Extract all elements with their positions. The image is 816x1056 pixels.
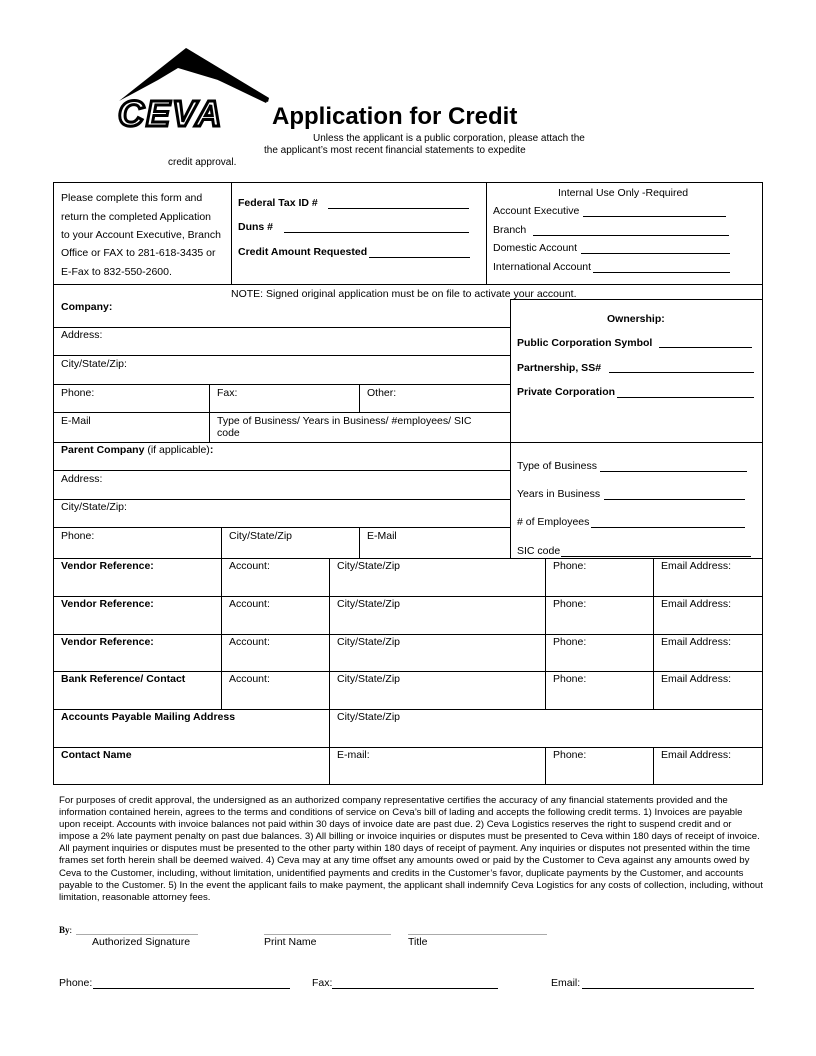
international-account-field[interactable] [593,272,730,273]
company-label: Company: [61,301,113,313]
credit-terms-text: For purposes of credit approval, the undersigned as an authorized company representative certifies the accuracy of any financial statements provided and the information contained herein, agrees to the terms and conditions of service on Ceva’s bill of lading and accepts the following credit terms. 1) Invoices are payable upon receipt. Accounts with invoice balances not paid within 30 days of invoice date are past due. 2) Ceva Logistics reserves the right to suspend credit and or impose a 2% late payment penalty on past due balances. 3) All billing or invoice inquiries or disputes must be presented to Ceva within 180 days of receipt of invoice. All payment inquiries or disputes must be presented to the other party within 180 days of receipt of payment. Any inquiries or disputes not presented within the time frames set forth herein shall be deemed waived. 4) Ceva may at any time offset any amounts owed or paid by the Customer to Ceva against any amounts owed by Ceva to the Customer, including, without limitation, unidentified payments and credits in the Customer’s favor, duplicate payments by the Customer, and accounts payable to the Customer. 5) In the event the applicant fails to make payment, the applicant shall indemnify Ceva Logistics for any costs of collection, including, without limitation, reasonable attorney fees. [59,795,763,903]
domestic-account-label: Domestic Account [493,242,578,254]
by-label [59,925,72,935]
phone-label: Phone: [61,387,95,399]
parent-company-qualifier: (if applicable) [144,444,210,456]
city-state-zip-label: City/State/Zip: [61,358,127,370]
vendor-reference-1-city: City/State/Zip [337,560,401,572]
vendor-reference-2-phone: Phone: [553,598,587,610]
subtitle-line-2: the applicant’s most recent financial statements to expedite [264,145,526,156]
partnership-label: Partnership, SS# [517,362,602,374]
by-text: By [59,925,70,935]
employees-field[interactable] [591,527,745,528]
footer-phone-field[interactable] [93,988,290,989]
vendor-reference-3-phone: Phone: [553,636,587,648]
page-title: Application for Credit [272,103,518,130]
contact-phone-label: Phone: [553,749,587,761]
bank-reference-phone: Phone: [553,673,587,685]
sic-code-field[interactable] [561,556,751,557]
parent-company-heading: Parent Company [61,444,145,456]
title-field[interactable] [408,934,547,935]
branch-label: Branch [493,224,527,236]
credit-amount-label: Credit Amount Requested [238,246,368,258]
private-corporation-label: Private Corporation [517,386,616,398]
print-name-field[interactable] [264,934,391,935]
bank-reference-email: Email Address: [661,673,732,685]
parent-phone-label: Phone: [61,530,95,542]
account-executive-label: Account Executive [493,205,580,217]
duns-field[interactable] [284,232,469,233]
bank-reference-city: City/State/Zip [337,673,401,685]
vendor-reference-1-email: Email Address: [661,560,732,572]
contact-email-label: E-mail: [337,749,370,761]
duns-label: Duns # [238,221,274,233]
public-corporation-label: Public Corporation Symbol [517,337,653,349]
vendor-reference-3-label: Vendor Reference: [61,636,154,648]
partnership-field[interactable] [609,372,754,373]
email-label: E-Mail [61,415,91,427]
parent-email-label: E-Mail [367,530,397,542]
instructions-line-1: Please complete this form and [61,192,203,204]
vendor-reference-2-account: Account: [229,598,270,610]
sic-code-label: SIC code [517,545,561,557]
ownership-heading: Ownership: [607,313,665,325]
vendor-reference-1-label: Vendor Reference: [61,560,154,572]
vendor-reference-3-email: Email Address: [661,636,732,648]
vendor-reference-2-label: Vendor Reference: [61,598,154,610]
footer-email-field[interactable] [582,988,754,989]
branch-field[interactable] [533,235,729,236]
parent-city-state-zip-label: City/State/Zip: [61,501,127,513]
years-in-business-label: Years in Business [517,488,601,500]
signature-field[interactable] [76,934,198,935]
accounts-payable-city: City/State/Zip [337,711,401,723]
bank-reference-label: Bank Reference/ Contact [61,673,186,685]
subtitle-line-1: Unless the applicant is a public corporation, please attach the [313,133,585,144]
domestic-account-field[interactable] [581,253,730,254]
fax-label: Fax: [217,387,238,399]
federal-tax-id-field[interactable] [328,208,469,209]
print-name-label: Print Name [264,936,317,948]
title-label: Title [408,936,428,948]
subtitle-line-3: credit approval. [168,157,237,168]
instructions-line-5: E-Fax to 832-550-2600. [61,266,172,278]
contact-email-address-label: Email Address: [661,749,732,761]
accounts-payable-label: Accounts Payable Mailing Address [61,711,236,723]
vendor-reference-3-account: Account: [229,636,270,648]
employees-label: # of Employees [517,516,590,528]
by-colon: : [69,925,73,935]
footer-fax-field[interactable] [332,988,498,989]
internal-use-heading: Internal Use Only -Required [558,187,689,199]
vendor-reference-2-city: City/State/Zip [337,598,401,610]
type-of-business-field[interactable] [600,471,747,472]
bank-reference-account: Account: [229,673,270,685]
account-executive-field[interactable] [583,216,726,217]
international-account-label: International Account [493,261,592,273]
private-corporation-field[interactable] [617,397,754,398]
parent-city-state-zip-2-label: City/State/Zip [229,530,293,542]
authorized-signature-label: Authorized Signature [92,936,191,948]
address-label: Address: [61,329,103,341]
vendor-reference-2-email: Email Address: [661,598,732,610]
credit-amount-field[interactable] [369,257,470,258]
footer-email-label: Email: [551,977,581,989]
years-in-business-field[interactable] [604,499,745,500]
vendor-reference-1-phone: Phone: [553,560,587,572]
vendor-reference-3-city: City/State/Zip [337,636,401,648]
type-of-business-label: Type of Business [517,460,597,472]
footer-fax-label: Fax: [312,977,333,989]
logo-wordmark: CEVA [118,93,224,130]
note-text: NOTE: Signed original application must be on file to activate your account. [231,288,577,300]
federal-tax-id-label: Federal Tax ID # [238,197,318,209]
parent-address-label: Address: [61,473,103,485]
vendor-reference-1-account: Account: [229,560,270,572]
parent-company-label [61,444,213,456]
contact-name-label: Contact Name [61,749,132,761]
public-corporation-field[interactable] [659,347,752,348]
ceva-logo [118,46,274,130]
business-type-label-2: code [217,427,240,439]
other-label: Other: [367,387,397,399]
parent-company-colon: : [209,444,214,456]
instructions-line-3: to your Account Executive, Branch [61,229,221,241]
instructions-line-4: Office or FAX to 281-618-3435 or [61,247,216,259]
business-type-label-1: Type of Business/ Years in Business/ #employees/ SIC [217,415,472,427]
instructions-line-2: return the completed Application [61,211,212,223]
footer-phone-label: Phone: [59,977,93,989]
